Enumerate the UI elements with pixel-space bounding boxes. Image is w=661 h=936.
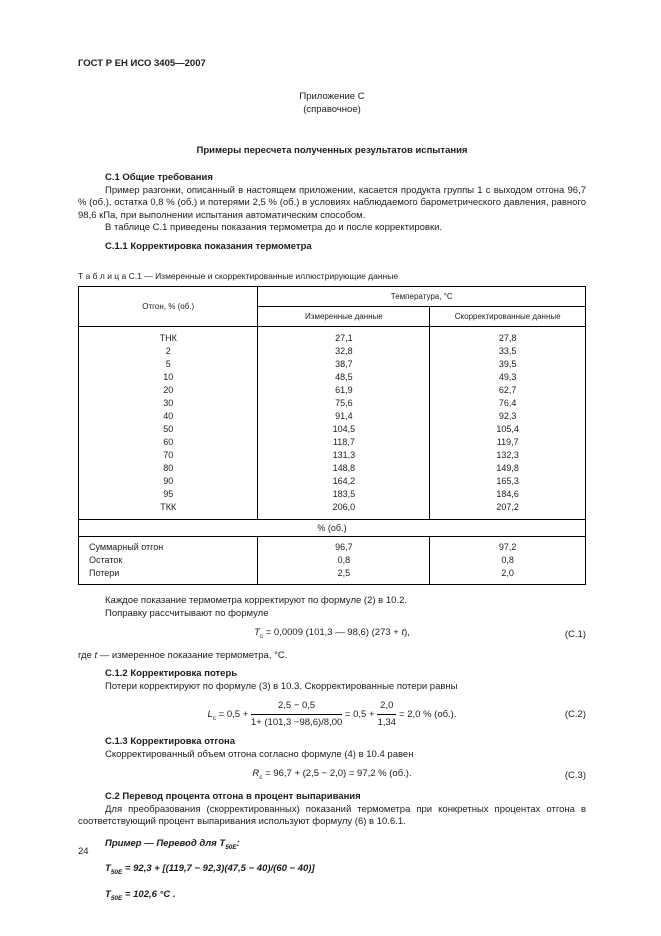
cell-corrected: 132,3 [430, 449, 586, 462]
cell-measured: 27,1 [258, 327, 430, 346]
appendix-subtitle: (справочное) [303, 104, 361, 115]
page-number: 24 [78, 846, 89, 857]
fraction-1-denominator: 1+ (101,3 −98,6)/8,00 [250, 717, 343, 729]
cell-measured: 75,6 [258, 397, 430, 410]
cell-otgon: 30 [163, 398, 174, 408]
cell-corrected: 33,5 [430, 345, 586, 358]
summary-label: Остаток [89, 555, 123, 565]
cell-measured: 91,4 [258, 410, 430, 423]
paragraph-c13: Скорректированный объем отгона согласно формуле (4) в 10.4 равен [105, 748, 414, 760]
column-header-otgon: Отгон, % (об.) [79, 287, 258, 327]
cell-otgon: 20 [163, 385, 174, 395]
cell-otgon: 95 [163, 489, 174, 499]
formula-c2-body [207, 700, 457, 729]
table-caption: Т а б л и ц а С.1 — Измеренные и скорректированные иллюстрирующие данные [78, 271, 399, 281]
fraction-1 [251, 699, 342, 730]
example-formula-2-body: = 102,6 °С . [122, 888, 176, 900]
table-summary [79, 537, 586, 585]
paragraph-c1-table-ref: В таблице С.1 приведены показания термометра до и после корректировки. [105, 222, 443, 233]
formula-c1 [78, 626, 586, 644]
cell-corrected: 39,5 [430, 358, 586, 371]
distillation-data-table [78, 286, 586, 585]
cell-measured: 32,8 [258, 345, 430, 358]
paragraph-c11-formula-intro: Поправку рассчитывают по формуле [105, 607, 269, 619]
table-row [79, 358, 586, 371]
table-row [79, 501, 586, 520]
summary-row [79, 567, 586, 585]
formula-expression: = 96,7 + (2,5 − 2,0) = 97,2 % (об.). [262, 768, 412, 780]
summary-row [79, 554, 586, 567]
cell-otgon: 80 [163, 463, 174, 473]
formula-var-R: R [252, 768, 260, 780]
table-row [79, 371, 586, 384]
cell-measured: 48,5 [258, 371, 430, 384]
cell-measured: 148,8 [258, 462, 430, 475]
cell-corrected: 92,3 [430, 410, 586, 423]
cell-measured: 38,7 [258, 358, 430, 371]
table-row [79, 449, 586, 462]
cell-corrected: 62,7 [430, 384, 586, 397]
cell-corrected: 165,3 [430, 475, 586, 488]
summary-corrected: 97,2 [430, 537, 586, 555]
formula-eq3: = 2,0 % (об.). [396, 709, 457, 721]
column-header-corrected: Скорректированные данные [430, 307, 586, 327]
section-heading-c11: С.1.1 Корректировка показания термометра [105, 240, 312, 252]
table-row [79, 423, 586, 436]
cell-measured: 206,0 [258, 501, 430, 520]
table-row [79, 462, 586, 475]
cell-otgon: 50 [163, 424, 174, 434]
example-sub-50e: 50Е [225, 843, 237, 851]
formula-label-c1: (С.1) [564, 628, 586, 640]
summary-measured: 0,8 [258, 554, 430, 567]
cell-measured: 104,5 [258, 423, 430, 436]
example-formula-2 [78, 889, 586, 905]
paragraph-c1-intro: Пример разгонки, описанный в настоящем приложении, касается продукта группы 1 с выходом отгона 96,7 % (об.), остатка 0,8 % (об.) и потерями 2,5 % (об.) в условиях наблюдаемого барометрического давления, равного 98,6 кПа, при выполнении испытания автоматическим способом. [78, 184, 586, 221]
column-header-measured: Измеренные данные [258, 307, 430, 327]
example-sub-50e: 50Е [110, 894, 123, 902]
where-clause [78, 650, 586, 663]
formula-c3-body [252, 768, 412, 782]
summary-label: Потери [89, 568, 120, 578]
where-text: — измеренное показание термометра, °С. [97, 649, 288, 661]
cell-corrected: 149,8 [430, 462, 586, 475]
example-formula-1-body: = 92,3 + [(119,7 − 92,3)(47,5 − 40)/(60 − 40)] [122, 863, 315, 875]
table-header [79, 287, 586, 327]
column-header-temperature: Температура, °С [258, 287, 586, 307]
cell-otgon: 70 [163, 450, 174, 460]
table-row [79, 384, 586, 397]
where-var-t: t [94, 649, 98, 661]
formula-tail: ), [404, 627, 410, 638]
table-row [79, 345, 586, 358]
table-row [79, 397, 586, 410]
table-row [79, 410, 586, 423]
formula-var-T: Т [254, 627, 260, 638]
cell-otgon: 90 [163, 476, 174, 486]
section-heading-c13: С.1.3 Корректировка отгона [105, 736, 236, 748]
formula-eq2: = 0,5 + [342, 709, 378, 721]
summary-corrected: 2,0 [430, 567, 586, 585]
cell-otgon: 10 [163, 372, 174, 382]
formula-c2 [78, 699, 586, 730]
formula-c3 [78, 767, 586, 785]
cell-otgon: 2 [165, 346, 171, 356]
cell-corrected: 105,4 [430, 423, 586, 436]
cell-corrected: 76,4 [430, 397, 586, 410]
section-heading-c1: С.1 Общие требования [105, 172, 213, 183]
summary-row [79, 537, 586, 555]
formula-label-c3: (С.3) [564, 770, 586, 782]
example-var-T: Т [219, 837, 226, 849]
formula-var-t: t [401, 627, 405, 638]
formula-expression: = 0,0009 (101,3 — 98,6) (273 + [263, 627, 402, 638]
cell-otgon: ТНК [159, 333, 177, 343]
cell-corrected: 49,3 [430, 371, 586, 384]
fraction-2-numerator: 2,0 [377, 699, 396, 715]
cell-corrected: 27,8 [430, 327, 586, 346]
section-heading-c2: С.2 Перевод процента отгона в процент выпаривания [105, 791, 361, 803]
table-row [79, 436, 586, 449]
table-row [79, 327, 586, 346]
fraction-2-denominator: 1,34 [377, 717, 397, 729]
cell-otgon: 5 [165, 359, 171, 369]
fraction-2 [377, 699, 396, 730]
cell-corrected: 207,2 [430, 501, 586, 520]
example-intro [78, 838, 586, 854]
formula-sub-c: с [259, 774, 263, 782]
table-row [79, 475, 586, 488]
formula-eq1: = 0,5 + [216, 709, 251, 721]
cell-measured: 183,5 [258, 488, 430, 501]
summary-measured: 96,7 [258, 537, 430, 555]
cell-measured: 131,3 [258, 449, 430, 462]
section-heading-c12: С.1.2 Корректировка потерь [105, 668, 238, 680]
summary-corrected: 0,8 [430, 554, 586, 567]
example-sub-50e: 50Е [110, 869, 123, 877]
cell-otgon: 40 [163, 411, 174, 421]
formula-label-c2: (С.2) [564, 708, 586, 720]
cell-measured: 118,7 [258, 436, 430, 449]
cell-corrected: 184,6 [430, 488, 586, 501]
cell-otgon: ТКК [160, 502, 177, 512]
appendix-title: Приложение С [299, 91, 365, 102]
formula-sub-c: с [259, 632, 264, 640]
example-intro-text: Пример — Перевод для [105, 837, 220, 849]
formula-sub-c: с [212, 715, 217, 723]
gost-document-header: ГОСТ Р ЕН ИСО 3405—2007 [78, 58, 206, 69]
table-row [79, 488, 586, 501]
paragraph-c11-correct: Каждое показание термометра корректируют по формуле (2) в 10.2. [105, 595, 408, 606]
example-formula-1 [78, 863, 586, 879]
cell-measured: 61,9 [258, 384, 430, 397]
cell-measured: 164,2 [258, 475, 430, 488]
paragraph-c2: Для преобразования (скорректированных) показаний термометра при конкретных процентах отгона в соответствующий процент выпаривания используют формулу (6) в 10.6.1. [78, 803, 586, 828]
summary-measured: 2,5 [258, 567, 430, 585]
table-body [79, 327, 586, 520]
unit-row: % (об.) [79, 520, 586, 537]
cell-corrected: 119,7 [430, 436, 586, 449]
table-unit-section [79, 520, 586, 537]
where-prefix: где [78, 649, 95, 661]
example-var-T: Т [105, 863, 111, 875]
summary-label: Суммарный отгон [89, 542, 164, 552]
fraction-1-numerator: 2,5 − 0,5 [251, 699, 342, 715]
formula-var-L: L [207, 709, 213, 721]
cell-otgon: 60 [163, 437, 174, 447]
formula-c1-body [254, 627, 410, 638]
page-title: Примеры пересчета полученных результатов испытания [196, 145, 468, 156]
example-intro-colon: : [236, 837, 240, 849]
paragraph-c12: Потери корректируют по формуле (3) в 10.3. Скорректированные потери равны [105, 680, 458, 692]
example-var-T: Т [105, 888, 111, 900]
